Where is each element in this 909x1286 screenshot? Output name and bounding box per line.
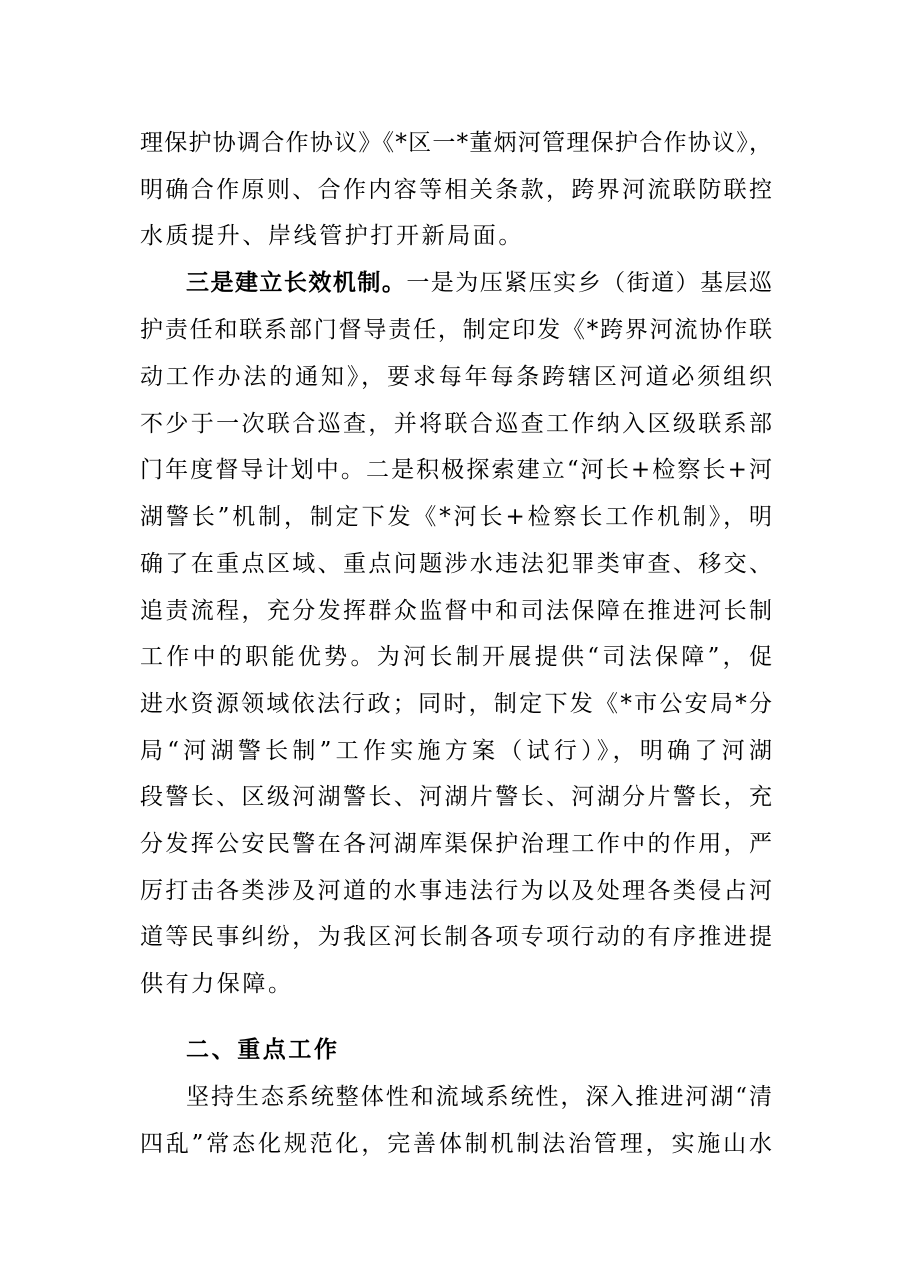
paragraph2-lead-rest: 一是为压紧压实乡（街道）基层巡 bbox=[406, 270, 773, 296]
paragraph2-lead-bold: 三是建立长效机制。 bbox=[186, 269, 407, 296]
paragraph2-line-16: 供有力保障。 bbox=[140, 971, 294, 997]
paragraph1-line-1: 理保护协调合作协议》《*区一*董炳河管理保护合作协议》， bbox=[140, 130, 772, 156]
paragraph2-line-6: 湖警长”机制，制定下发《*河长+检察长工作机制》，明 bbox=[140, 504, 772, 530]
paragraph2-line-10: 进水资源领域依法行政；同时，制定下发《*市公安局*分 bbox=[140, 691, 772, 717]
paragraph2-line-3: 动工作办法的通知》，要求每年每条跨辖区河道必须组织 bbox=[140, 364, 772, 390]
paragraph2-line-12: 段警长、区级河湖警长、河湖片警长、河湖分片警长，充 bbox=[140, 784, 772, 810]
paragraph2-line-15: 道等民事纠纷，为我区河长制各项专项行动的有序推进提 bbox=[140, 924, 772, 950]
paragraph2-line-4: 不少于一次联合巡查，并将联合巡查工作纳入区级联系部 bbox=[140, 411, 772, 437]
paragraph1-line-2: 明确合作原则、合作内容等相关条款，跨界河流联防联控 bbox=[140, 177, 772, 203]
paragraph3-line-1: 坚持生态系统整体性和流域系统性，深入推进河湖“清 bbox=[186, 1084, 772, 1110]
paragraph2-line-2: 护责任和联系部门督导责任，制定印发《*跨界河流协作联 bbox=[140, 317, 772, 343]
paragraph2-line-7: 确了在重点区域、重点问题涉水违法犯罪类审查、移交、 bbox=[140, 551, 772, 577]
paragraph1-line-3: 水质提升、岸线管护打开新局面。 bbox=[140, 223, 524, 249]
paragraph2-line-14: 厉打击各类涉及河道的水事违法行为以及处理各类侵占河 bbox=[140, 878, 772, 904]
paragraph2-line-5: 门年度督导计划中。二是积极探索建立“河长+检察长+河 bbox=[140, 457, 772, 483]
paragraph2-line-11: 局“河湖警长制”工作实施方案（试行）》，明确了河湖 bbox=[140, 738, 772, 764]
paragraph2-line-1 bbox=[186, 267, 772, 299]
paragraph2-line-9: 工作中的职能优势。为河长制开展提供“司法保障”，促 bbox=[140, 644, 772, 670]
section-heading: 二、重点工作 bbox=[186, 1036, 340, 1063]
paragraph2-line-13: 分发挥公安民警在各河湖库渠保护治理工作中的作用，严 bbox=[140, 831, 772, 857]
paragraph3-line-2: 四乱”常态化规范化，完善体制机制法治管理，实施山水 bbox=[140, 1131, 772, 1157]
paragraph2-line-8: 追责流程，充分发挥群众监督中和司法保障在推进河长制 bbox=[140, 598, 772, 624]
